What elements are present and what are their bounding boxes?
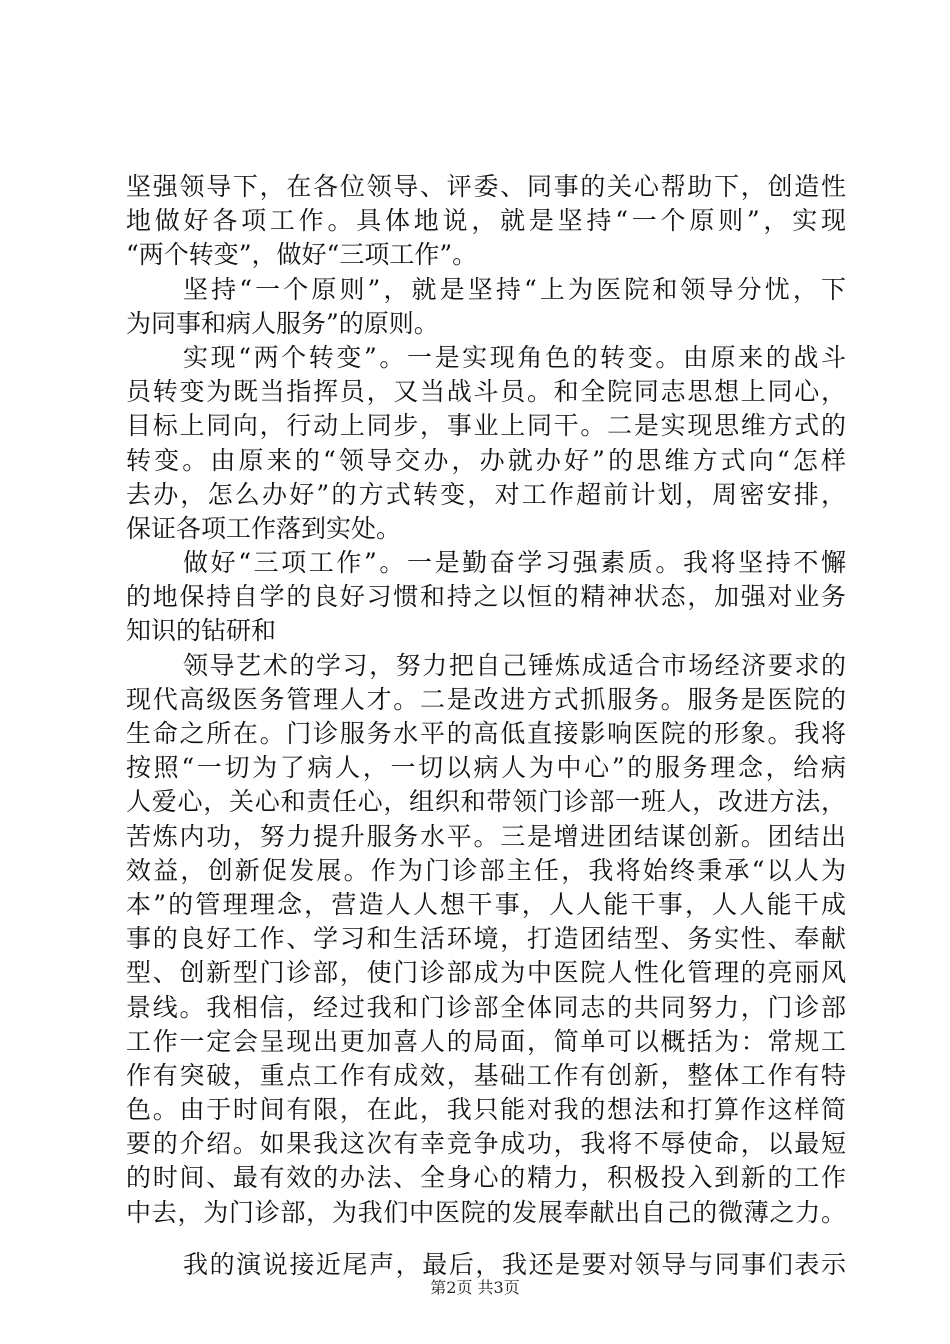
- text-line: 保证各项工作落到实处。: [126, 513, 402, 543]
- text-line: 坚持“一个原则”，就是坚持“上为医院和领导分忧，下: [183, 274, 846, 304]
- document-body: [126, 170, 846, 1282]
- text-line: 苦炼内功，努力提升服务水平。三是增进团结谋创新。团结出: [126, 821, 846, 851]
- text-line: 本”的管理理念，营造人人想干事，人人能干事，人人能干成: [126, 889, 846, 919]
- text-line: 要的介绍。如果我这次有幸竞争成功，我将不辱使命，以最短: [126, 1129, 846, 1159]
- text-line: 地做好各项工作。具体地说，就是坚持“一个原则”，实现: [126, 206, 846, 236]
- text-line: 坚强领导下，在各位领导、评委、同事的关心帮助下，创造性: [126, 172, 846, 201]
- text-line: 色。由于时间有限，在此，我只能对我的想法和打算作这样简: [126, 1095, 846, 1125]
- text-line: 现代高级医务管理人才。二是改进方式抓服务。服务是医院的: [126, 684, 846, 714]
- text-line: 生命之所在。门诊服务水平的高低直接影响医院的形象。我将: [126, 719, 846, 748]
- text-line: 目标上同向，行动上同步，事业上同干。二是实现思维方式的: [126, 411, 846, 441]
- paragraph-gap: [126, 1230, 846, 1248]
- text-line: 事的良好工作、学习和生活环境，打造团结型、务实性、奉献: [126, 924, 846, 954]
- text-line: 实现“两个转变”。一是实现角色的转变。由原来的战斗: [183, 342, 846, 372]
- text-line: “两个转变”，做好“三项工作”。: [126, 240, 478, 270]
- text-line: 去办，怎么办好”的方式转变，对工作超前计划，周密安排，: [126, 479, 846, 509]
- text-line: 的地保持自学的良好习惯和持之以恒的精神状态，加强对业务: [126, 582, 846, 612]
- text-line: 人爱心，关心和责任心，组织和带领门诊部一班人，改进方法，: [126, 787, 846, 817]
- text-line: 知识的钻研和: [126, 616, 277, 646]
- text-line: 景线。我相信，经过我和门诊部全体同志的共同努力，门诊部: [126, 992, 846, 1022]
- text-line: 为同事和病人服务”的原则。: [126, 308, 439, 338]
- text-line: 做好“三项工作”。一是勤奋学习强素质。我将坚持不懈: [183, 548, 846, 578]
- text-line: 中去，为门诊部，为我们中医院的发展奉献出自己的微薄之力。: [126, 1197, 846, 1227]
- text-line: 型、创新型门诊部，使门诊部成为中医院人性化管理的亮丽风: [126, 958, 846, 988]
- text-line: 效益，创新促发展。作为门诊部主任，我将始终秉承“以人为: [126, 855, 846, 885]
- text-line: 工作一定会呈现出更加喜人的局面，简单可以概括为：常规工: [126, 1026, 846, 1056]
- text-line: 员转变为既当指挥员，又当战斗员。和全院同志思想上同心，: [126, 377, 846, 407]
- text-line: 转变。由原来的“领导交办，办就办好”的思维方式向“怎样: [126, 445, 846, 475]
- text-line: 领导艺术的学习，努力把自己锤炼成适合市场经济要求的: [183, 650, 846, 680]
- text-line: 的时间、最有效的办法、全身心的精力，积极投入到新的工作: [126, 1163, 846, 1193]
- text-line: 我的演说接近尾声，最后，我还是要对领导与同事们表示: [183, 1249, 846, 1279]
- text-line: 按照“一切为了病人，一切以病人为中心”的服务理念，给病: [126, 753, 846, 783]
- page-footer: 第2页 共3页: [430, 1278, 520, 1297]
- text-line: 作有突破，重点工作有成效，基础工作有创新，整体工作有特: [126, 1060, 846, 1090]
